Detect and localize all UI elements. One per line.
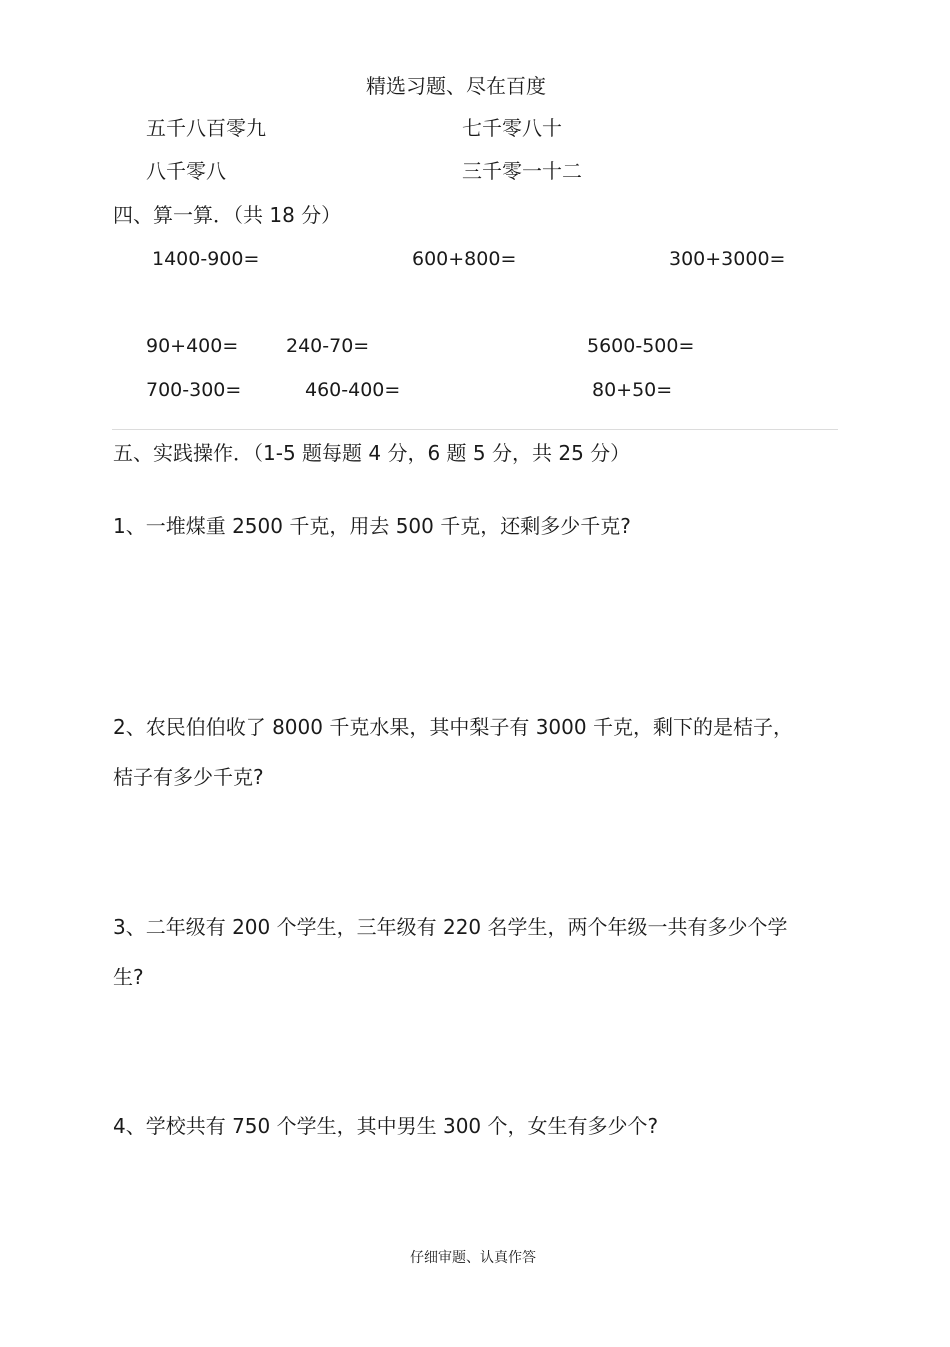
number-word-4: 三千零一十二 xyxy=(462,159,582,183)
question-3-line-1: 3、二年级有 200 个学生，三年级有 220 名学生，两个年级一共有多少个学 xyxy=(113,915,788,939)
number-word-3: 八千零八 xyxy=(146,159,226,183)
section-5-heading: 五、实践操作．（1-5 题每题 4 分，6 题 5 分，共 25 分） xyxy=(113,441,631,465)
number-word-2: 七千零八十 xyxy=(462,116,562,140)
calc-item: 80+50= xyxy=(592,379,673,401)
calc-item: 240-70= xyxy=(286,335,370,357)
calc-item: 460-400= xyxy=(305,379,401,401)
question-2-line-2: 桔子有多少千克? xyxy=(113,765,264,789)
page-header-title: 精选习题、尽在百度 xyxy=(366,74,546,98)
section-divider xyxy=(112,429,838,430)
section-4-heading: 四、算一算．（共 18 分） xyxy=(113,203,342,227)
question-3-line-2: 生? xyxy=(113,965,144,989)
calc-item: 5600-500= xyxy=(587,335,695,357)
calc-item: 90+400= xyxy=(146,335,239,357)
calc-item: 300+3000= xyxy=(669,248,786,270)
question-4: 4、学校共有 750 个学生，其中男生 300 个，女生有多少个? xyxy=(113,1114,659,1138)
calc-item: 600+800= xyxy=(412,248,517,270)
number-word-1: 五千八百零九 xyxy=(146,116,266,140)
page-footer: 仔细审题、认真作答 xyxy=(410,1250,536,1266)
question-2-line-1: 2、农民伯伯收了 8000 千克水果，其中梨子有 3000 千克，剩下的是桔子， xyxy=(113,715,793,739)
calc-item: 700-300= xyxy=(146,379,242,401)
question-1: 1、一堆煤重 2500 千克，用去 500 千克，还剩多少千克? xyxy=(113,514,631,538)
calc-item: 1400-900= xyxy=(152,248,260,270)
